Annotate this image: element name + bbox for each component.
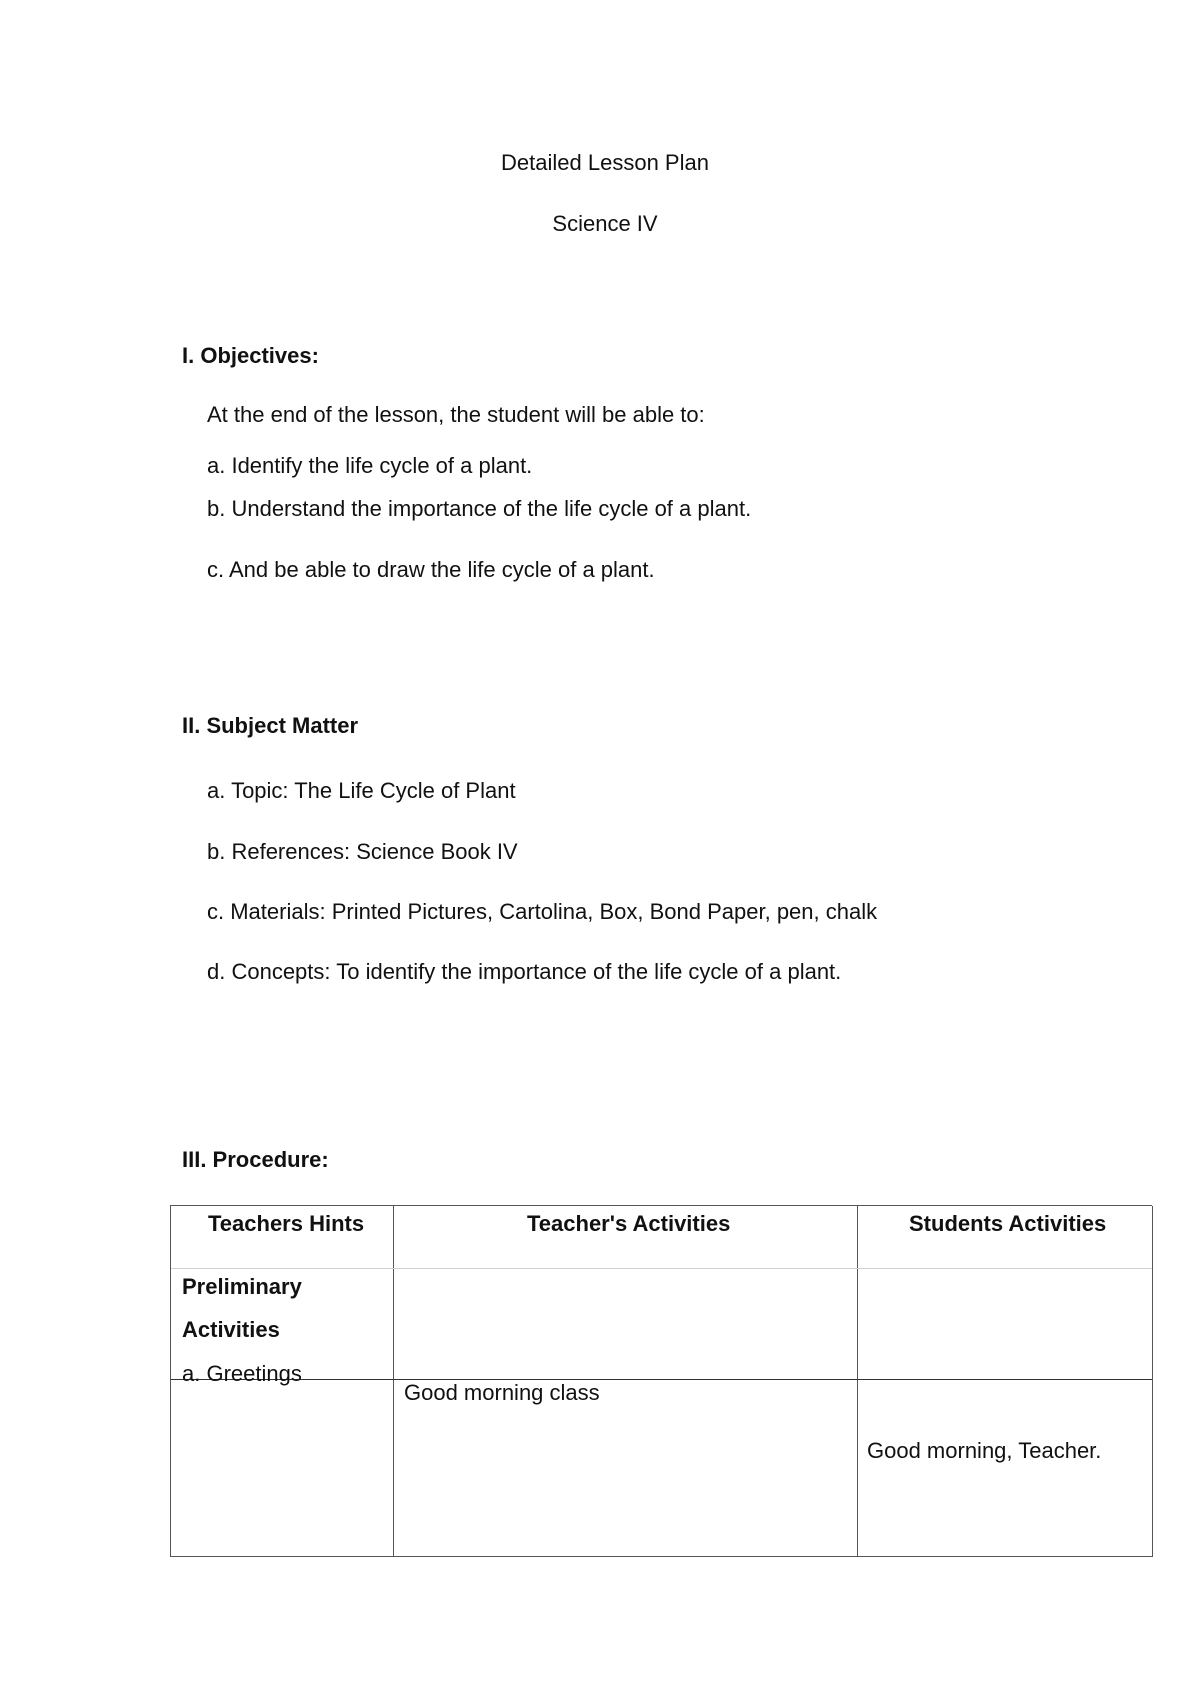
procedure-heading: III. Procedure: [182, 1147, 329, 1172]
subject-matter-item: b. References: Science Book IV [207, 839, 518, 864]
header-cell-teachers-activities: Teacher's Activities [527, 1211, 731, 1236]
subject-matter-item: c. Materials: Printed Pictures, Cartolina, Box, Bond Paper, pen, chalk [207, 899, 878, 924]
objectives-heading: I. Objectives: [182, 343, 319, 368]
student-activity-greeting: Good morning, Teacher. [867, 1438, 1102, 1463]
header-cell-teachers-hints: Teachers Hints [208, 1211, 365, 1236]
hint-greetings: a. Greetings [182, 1361, 302, 1386]
objective-item: c. And be able to draw the life cycle of a plant. [207, 557, 655, 582]
document-title: Detailed Lesson Plan [501, 150, 709, 175]
row-divider [171, 1379, 1152, 1380]
hint-activities: Activities [182, 1317, 280, 1342]
column-divider [393, 1206, 394, 1557]
column-divider [857, 1206, 858, 1557]
table-bottom-border [171, 1556, 1152, 1557]
objective-item: b. Understand the importance of the life cycle of a plant. [207, 496, 752, 521]
teacher-activity-greeting: Good morning class [404, 1380, 600, 1405]
subject-matter-item: d. Concepts: To identify the importance of the life cycle of a plant. [207, 959, 842, 984]
subject-matter-heading: II. Subject Matter [182, 713, 359, 738]
document-subtitle: Science IV [552, 211, 658, 236]
procedure-table [170, 1205, 1152, 1557]
objectives-intro: At the end of the lesson, the student will be able to: [207, 402, 705, 427]
hint-preliminary: Preliminary [182, 1274, 302, 1299]
header-row-divider [171, 1268, 1152, 1269]
header-cell-students-activities: Students Activities [909, 1211, 1107, 1236]
subject-matter-item: a. Topic: The Life Cycle of Plant [207, 778, 516, 803]
column-divider [1152, 1206, 1153, 1557]
objective-item: a. Identify the life cycle of a plant. [207, 453, 533, 478]
